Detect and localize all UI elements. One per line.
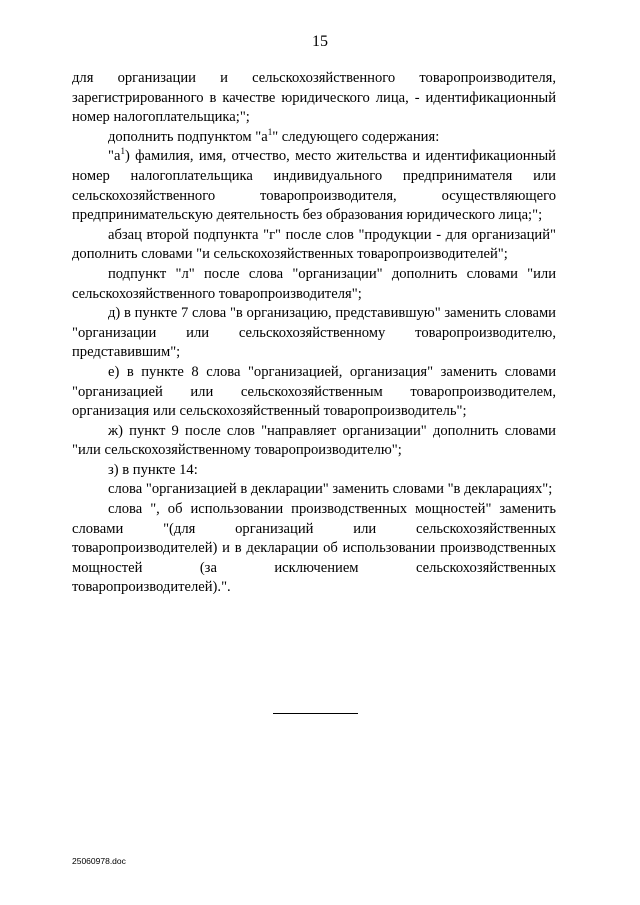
document-body <box>72 69 556 598</box>
paragraph-8: ж) пункт 9 после слов "направляет организации" дополнить словами "или сельскохозяйственному товаропроизводителю"; <box>72 422 556 459</box>
file-name-footer: 25060978.doc <box>72 856 126 866</box>
paragraph-4: абзац второй подпункта "г" после слов "продукции - для организаций" дополнить словами "и сельскохозяйственных товаропроизводителей"; <box>72 226 556 263</box>
page-number: 15 <box>312 33 328 50</box>
paragraph-11: слова ", об использовании производственных мощностей" заменить словами "(для организаций или сельскохозяйственных товаропроизводителей) и в декларации об использовании производственных мощностей (за исключением сельскохозяйственных товаропроизводителей).". <box>72 501 556 596</box>
paragraph-2: дополнить подпунктом "$а^1$" следующего содержания: <box>108 126 440 145</box>
paragraph-6: д) в пункте 7 слова "в организацию, представившую" заменить словами "организации или сельскохозяйственному товаропроизводителю, представившим"; <box>72 305 556 361</box>
separator-line <box>273 713 358 714</box>
paragraph-10: слова "организацией в декларации" заменить словами "в декларациях"; <box>108 481 553 498</box>
paragraph-5: подпункт "л" после слова "организации" дополнить словами "или сельскохозяйственного товаропроизводителя"; <box>72 265 556 302</box>
paragraph-7: е) в пункте 8 слова "организацией, организация" заменить словами "организацией или сельскохозяйственным товаропроизводителем, организация или сельскохозяйственный товаропроизводитель"; <box>72 363 556 420</box>
paragraph-9: з) в пункте 14: <box>108 461 198 478</box>
paragraph-3: "$а^1$) фамилия, имя, отчество, место жительства и идентификационный номер налогоплательщика индивидуального предпринимателя или сельскохозяйственного товаропроизводителя, осуществляющего предпринимательскую деятельность без образования юридического лица;"; <box>72 146 556 224</box>
paragraph-1: для организации и сельскохозяйственного товаропроизводителя, зарегистрированного в качестве юридического лица, - идентификационный номер налогоплательщика;"; <box>72 70 556 126</box>
